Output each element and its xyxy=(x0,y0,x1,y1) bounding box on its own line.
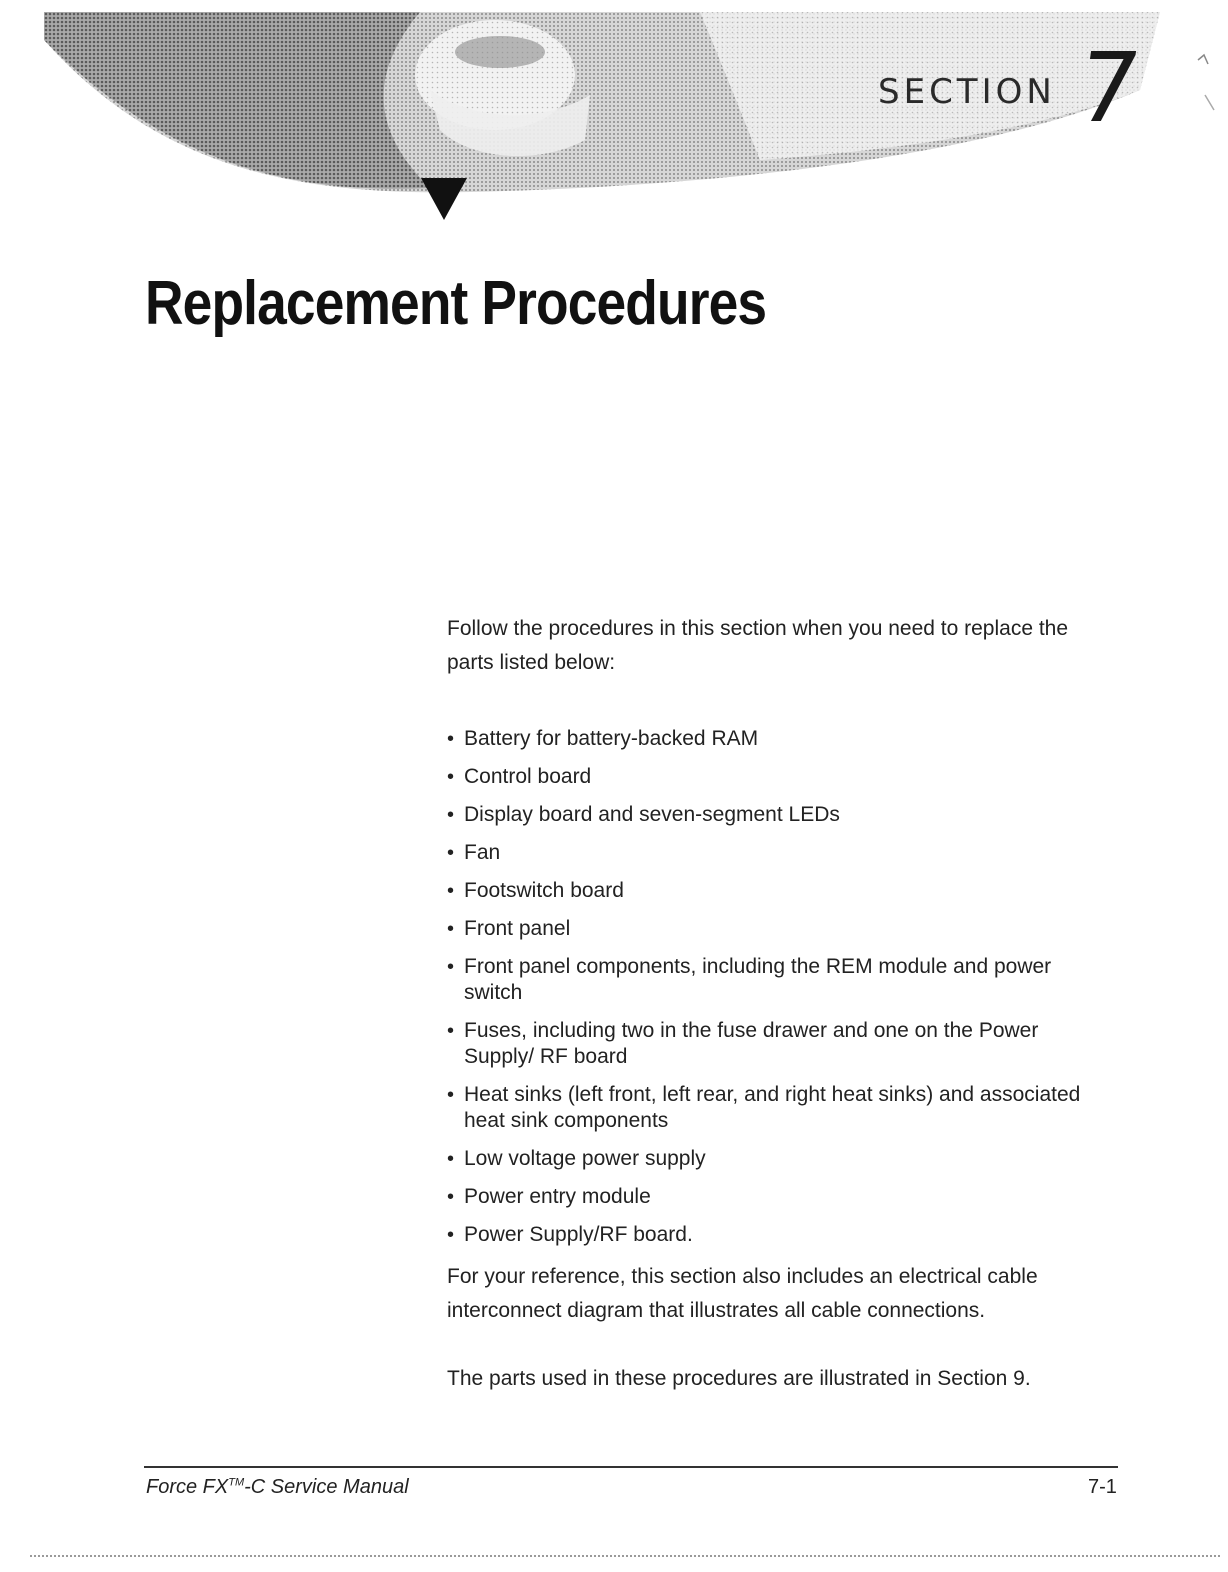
list-item: • Fan xyxy=(447,840,1107,866)
list-item: • Footswitch board xyxy=(447,878,1107,904)
section-label: SECTION xyxy=(878,72,1056,112)
footer-manual-suffix: -C Service Manual xyxy=(244,1476,409,1498)
list-item: • Control board xyxy=(447,764,1107,790)
scan-edge-divider xyxy=(30,1555,1220,1560)
intro-paragraph: Follow the procedures in this section when you need to replace the parts listed below: xyxy=(447,617,1069,674)
parts-list xyxy=(447,726,1107,1248)
list-item: • Display board and seven-segment LEDs xyxy=(447,802,1107,828)
list-item: • Power Supply/RF board. xyxy=(447,1222,1107,1248)
section-header-banner xyxy=(0,0,1228,230)
page-title: Replacement Procedures xyxy=(145,269,767,338)
list-item: • Battery for battery-backed RAM xyxy=(447,726,1107,752)
list-item: • Low voltage power supply xyxy=(447,1146,1107,1172)
section-number: 7 xyxy=(1070,32,1147,144)
list-item: • Fuses, including two in the fuse drawer and one on the Power Supply/ RF board xyxy=(447,1018,1107,1070)
footer-manual-title xyxy=(146,1476,409,1499)
pointer-triangle-icon xyxy=(421,178,467,220)
list-item: • Front panel xyxy=(447,916,1107,942)
footer-page-number: 7-1 xyxy=(1088,1476,1117,1498)
parts-reference-paragraph: The parts used in these procedures are illustrated in Section 9. xyxy=(447,1367,1031,1390)
footer-divider xyxy=(144,1466,1118,1468)
footer-trademark: TM xyxy=(228,1476,245,1489)
footer-manual-prefix: Force FX xyxy=(146,1476,229,1498)
header-photo-image xyxy=(0,0,1228,230)
main-content xyxy=(447,612,1107,1396)
list-item: • Front panel components, including the REM module and power switch xyxy=(447,954,1107,1006)
list-item: • Heat sinks (left front, left rear, and right heat sinks) and associated heat sink components xyxy=(447,1082,1107,1134)
reference-paragraph: For your reference, this section also includes an electrical cable interconnect diagram that illustrates all cable connections. xyxy=(447,1265,1038,1322)
list-item: • Power entry module xyxy=(447,1184,1107,1210)
